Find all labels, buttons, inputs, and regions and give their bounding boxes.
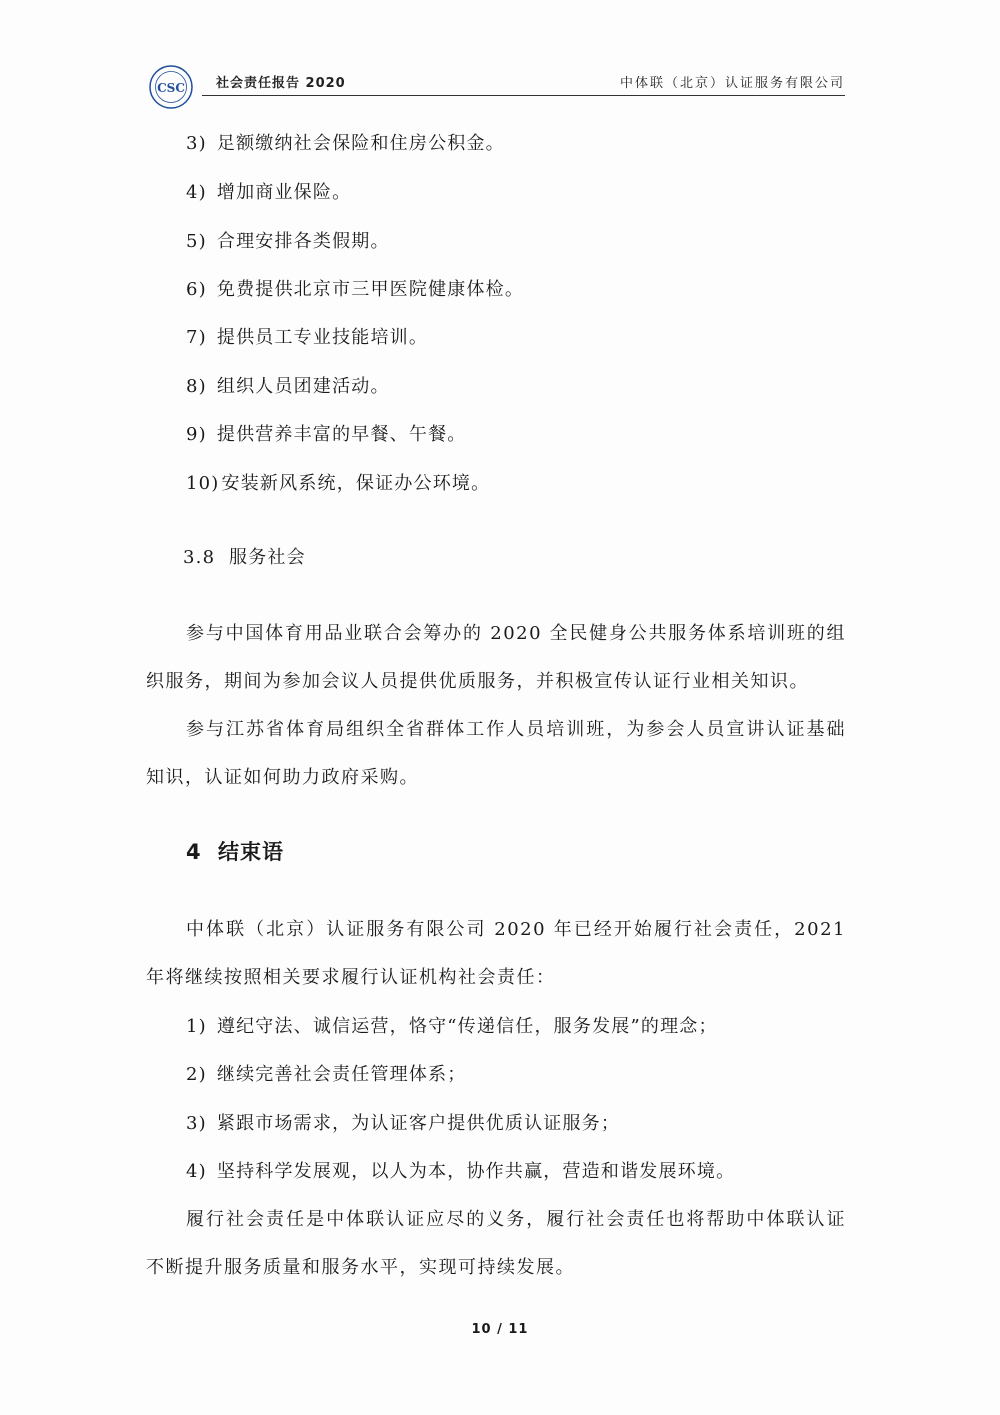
logo-text: CSC: [157, 81, 185, 95]
list-item: 9) 提供营养丰富的早餐、午餐。: [186, 424, 467, 445]
csc-logo: [148, 64, 194, 110]
paragraph: 中体联（北京）认证服务有限公司 2020 年已经开始履行社会责任，2021 年将继续按照相关要求履行认证机构社会责任：: [146, 919, 846, 988]
list-item: 4) 坚持科学发展观，以人为本，协作共赢，营造和谐发展环境。: [186, 1161, 736, 1182]
company-name: 中体联（北京）认证服务有限公司: [619, 76, 845, 91]
header-divider: [202, 95, 845, 96]
list-item: 3) 足额缴纳社会保险和住房公积金。: [186, 133, 505, 154]
page-number: 10 / 11: [471, 1322, 529, 1337]
paragraph: 履行社会责任是中体联认证应尽的义务，履行社会责任也将帮助中体联认证不断提升服务质量和服务水平，实现可持续发展。: [146, 1209, 846, 1278]
list-item: 3) 紧跟市场需求，为认证客户提供优质认证服务；: [186, 1113, 621, 1134]
list-item: 7) 提供员工专业技能培训。: [186, 327, 429, 348]
section-heading-4: 4 结束语: [186, 840, 284, 864]
paragraph: 参与中国体育用品业联合会筹办的 2020 全民健身公共服务体系培训班的组织服务，期间为参加会议人员提供优质服务，并积极宣传认证行业相关知识。: [146, 623, 846, 692]
list-item: 5) 合理安排各类假期。: [186, 231, 390, 252]
page-header: [150, 66, 845, 94]
report-title: 社会责任报告 2020: [216, 76, 346, 91]
list-item: 6) 免费提供北京市三甲医院健康体检。: [186, 279, 525, 300]
list-item: 10) 安装新风系统，保证办公环境。: [186, 473, 491, 494]
list-item: 8) 组织人员团建活动。: [186, 376, 390, 397]
list-item: 4) 增加商业保险。: [186, 182, 352, 203]
list-item: 1) 遵纪守法、诚信运营，恪守“传递信任，服务发展”的理念；: [186, 1016, 718, 1037]
paragraph: 参与江苏省体育局组织全省群体工作人员培训班，为参会人员宣讲认证基础知识，认证如何助力政府采购。: [146, 719, 846, 788]
list-item: 2) 继续完善社会责任管理体系；: [186, 1064, 467, 1085]
section-heading-3-8: 3.8 服务社会: [183, 547, 306, 568]
